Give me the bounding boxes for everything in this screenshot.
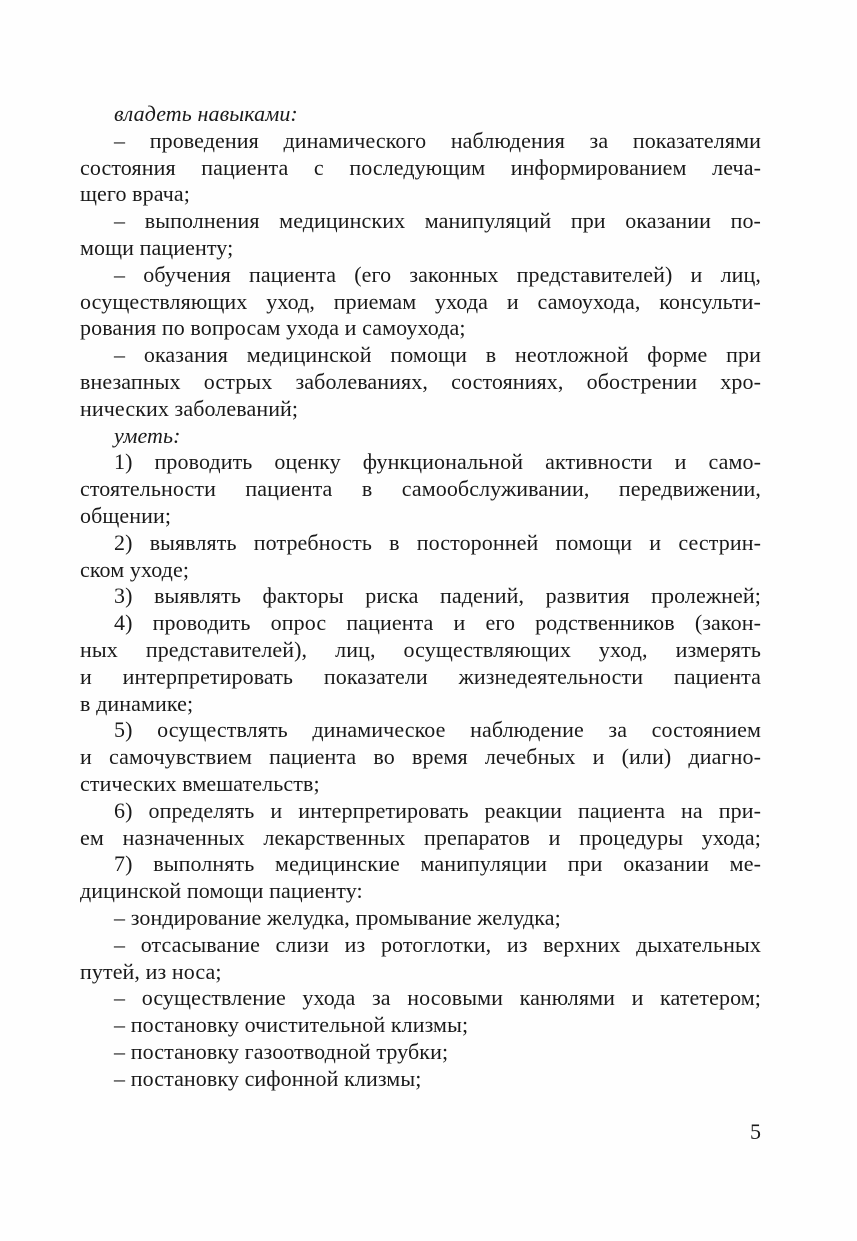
text-line: стоятельности пациента в самообслуживании, передвижении, <box>80 476 761 502</box>
text-line: нических заболеваний; <box>80 395 299 421</box>
text-line: – отсасывание слизи из ротоглотки, из верхних дыхательных <box>114 931 761 957</box>
text-line: 1) проводить оценку функциональной активности и само- <box>114 449 761 475</box>
text-line: мощи пациенту; <box>80 234 234 260</box>
text-line: – постановку газоотводной трубки; <box>114 1038 449 1064</box>
paragraph <box>80 128 761 208</box>
text-line: дицинской помощи пациенту: <box>80 878 363 904</box>
text-line: и самочувствием пациента во время лечебных и (или) диагно- <box>80 744 761 770</box>
text-line: ных представителей), лиц, осуществляющих уход, измерять <box>80 636 761 662</box>
text-line: в динамике; <box>80 690 194 716</box>
text-line: общении; <box>80 502 172 528</box>
text-line: внезапных острых заболеваниях, состояниях, обострении хро- <box>80 368 761 394</box>
paragraph <box>80 583 761 610</box>
paragraph <box>80 905 761 932</box>
paragraph <box>80 208 761 262</box>
paragraph <box>80 1012 761 1039</box>
text-line: состояния пациента с последующим информированием леча- <box>80 154 761 180</box>
text-line: 3) выявлять факторы риска падений, развития пролежней; <box>114 583 761 609</box>
paragraph <box>80 851 761 905</box>
text-line: и интерпретировать показатели жизнедеятельности пациента <box>80 663 761 689</box>
text-line: – выполнения медицинских манипуляций при оказании по- <box>114 208 761 234</box>
paragraph <box>80 717 761 797</box>
text-line: ском уходе; <box>80 556 190 582</box>
text-line: 5) осуществлять динамическое наблюдение за состоянием <box>114 717 761 743</box>
paragraph <box>80 610 761 717</box>
text-line: 6) определять и интерпретировать реакции пациента на при- <box>114 797 761 823</box>
text-line: путей, из носа; <box>80 958 222 984</box>
paragraph <box>80 530 761 584</box>
text-line: владеть навыками: <box>114 101 298 126</box>
page-number: 5 <box>750 1119 761 1144</box>
text-line: ем назначенных лекарственных препаратов и процедуры ухода; <box>80 824 761 850</box>
text-line: – постановку очистительной клизмы; <box>114 1012 469 1038</box>
text-line: осуществляющих уход, приемам ухода и самоухода, консульти- <box>80 288 761 314</box>
text-line: – зондирование желудка, промывание желудка; <box>114 904 561 930</box>
text-line: уметь: <box>114 422 181 448</box>
text-line: рования по вопросам ухода и самоухода; <box>80 315 466 341</box>
text-line: стических вмешательств; <box>80 770 320 796</box>
text-line: – постановку сифонной клизмы; <box>114 1065 422 1091</box>
text-line: 2) выявлять потребность в посторонней помощи и сестрин- <box>114 529 761 555</box>
paragraph <box>80 932 761 986</box>
text-line: 7) выполнять медицинские манипуляции при оказании ме- <box>114 851 761 877</box>
paragraph <box>80 1039 761 1066</box>
paragraph <box>80 101 761 128</box>
text-line: 4) проводить опрос пациента и его родственников (закон- <box>114 610 761 636</box>
paragraph <box>80 423 761 450</box>
text-line: – проведения динамического наблюдения за показателями <box>114 127 761 153</box>
text-line: – оказания медицинской помощи в неотложной форме при <box>114 342 761 368</box>
paragraph <box>80 798 761 852</box>
text-line: – обучения пациента (его законных представителей) и лиц, <box>114 261 761 287</box>
paragraph <box>80 449 761 529</box>
paragraph <box>80 342 761 422</box>
text-line: – осуществление ухода за носовыми канюлями и катетером; <box>114 985 761 1011</box>
page-body-text <box>80 101 761 1092</box>
paragraph <box>80 1066 761 1093</box>
text-line: щего врача; <box>80 181 190 207</box>
paragraph <box>80 985 761 1012</box>
paragraph <box>80 262 761 342</box>
